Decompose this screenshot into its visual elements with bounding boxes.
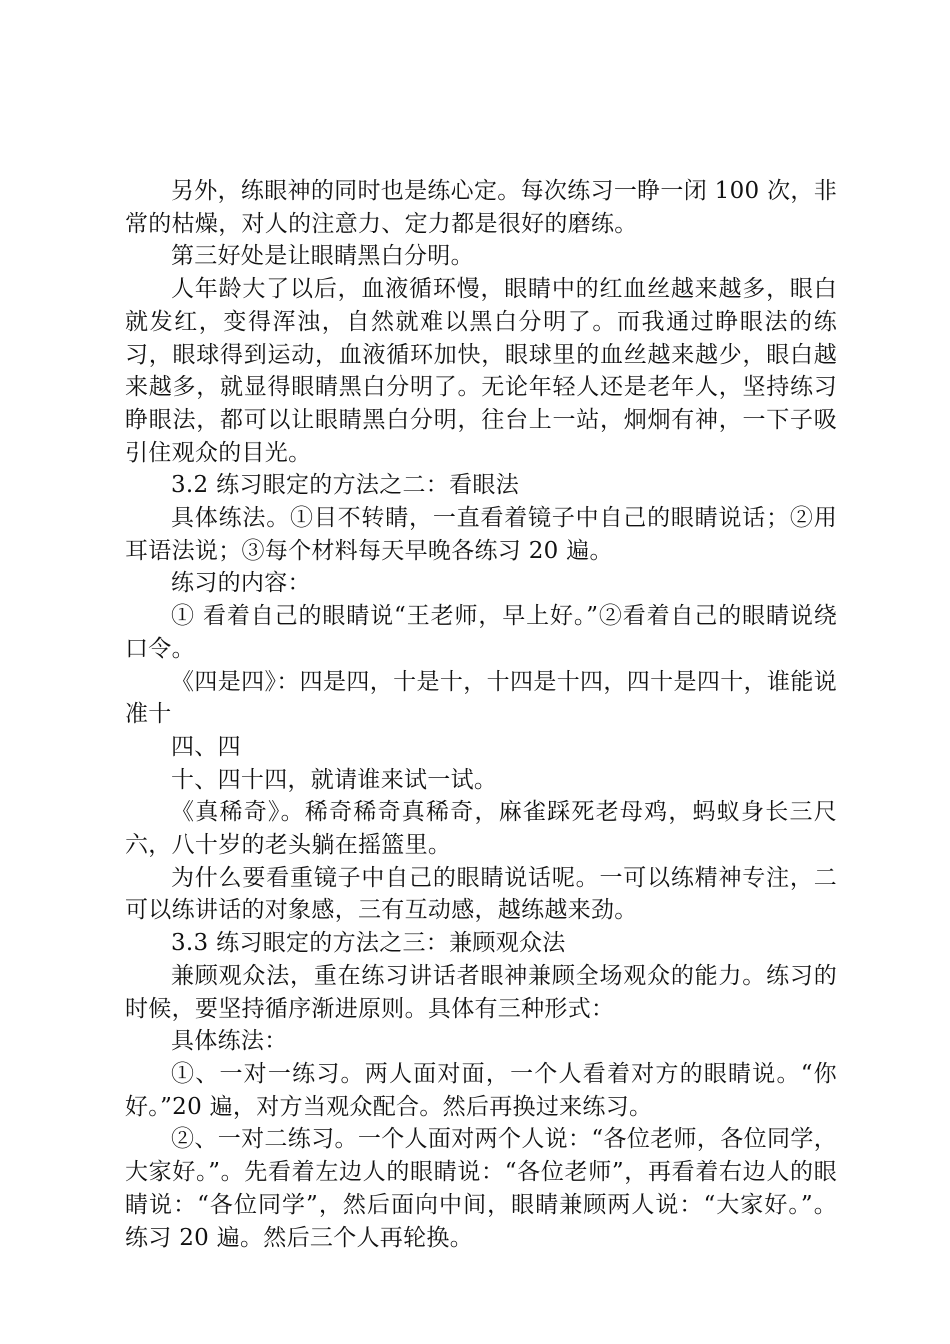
paragraph: 练习的内容： [171, 570, 311, 597]
paragraph: 《四是四》：四是四，十是十，十四是十四，四十是四十，谁能说准十 [125, 668, 837, 728]
paragraph: 另外，练眼神的同时也是练心定。每次练习一睁一闭 100 次，非常的枯燥，对人的注意力、定力都是很好的磨练。 [125, 178, 837, 237]
section-heading: 3.2 练习眼定的方法之二：看眼法 [171, 472, 519, 499]
paragraph: 四、四 [171, 733, 241, 760]
paragraph: 人年龄大了以后，血液循环慢，眼睛中的红血丝越来越多，眼白就发红，变得浑浊，自然就难以黑白分明了。而我通过睁眼法的练习，眼球得到运动，血液循环加快，眼球里的血丝越来越少，眼白越来越多，就显得眼睛黑白分明了。无论年轻人还是老年人，坚持练习睁眼法，都可以让眼睛黑白分明，往台上一站，炯炯有神，一下子吸引住观众的目光。 [125, 276, 837, 466]
paragraph: ②、一对二练习。一个人面对两个人说：“各位老师，各位同学，大家好。”。先看着左边人的眼睛说：“各位老师”，再看着右边人的眼睛说：“各位同学”，然后面向中间，眼睛兼顾两人说：“大家好。”。练习 20 遍。然后三个人再轮换。 [125, 1126, 837, 1251]
paragraph: 十、四十四，就请谁来试一试。 [171, 766, 498, 793]
paragraph: ①、一对一练习。两人面对面，一个人看着对方的眼睛说。“你好。”20 遍，对方当观众配合。然后再换过来练习。 [125, 1060, 837, 1120]
paragraph: 第三好处是让眼睛黑白分明。 [171, 243, 474, 270]
paragraph: 具体练法。①目不转睛，一直看着镜子中自己的眼睛说话；②用耳语法说；③每个材料每天早晚各练习 20 遍。 [125, 505, 837, 564]
paragraph: ① 看着自己的眼睛说“王老师，早上好。”②看着自己的眼睛说绕口令。 [125, 603, 837, 662]
section-heading: 3.3 练习眼定的方法之三：兼顾观众法 [171, 930, 566, 957]
document-body [125, 175, 837, 1254]
paragraph: 《真稀奇》。稀奇稀奇真稀奇，麻雀踩死老母鸡，蚂蚁身长三尺六，八十岁的老头躺在摇篮里。 [125, 799, 837, 859]
paragraph: 兼顾观众法，重在练习讲话者眼神兼顾全场观众的能力。练习的时候，要坚持循序渐进原则。具体有三种形式： [125, 962, 837, 1022]
paragraph: 具体练法： [171, 1028, 288, 1055]
paragraph: 为什么要看重镜子中自己的眼睛说话呢。一可以练精神专注，二可以练讲话的对象感，三有互动感，越练越来劲。 [125, 864, 837, 924]
